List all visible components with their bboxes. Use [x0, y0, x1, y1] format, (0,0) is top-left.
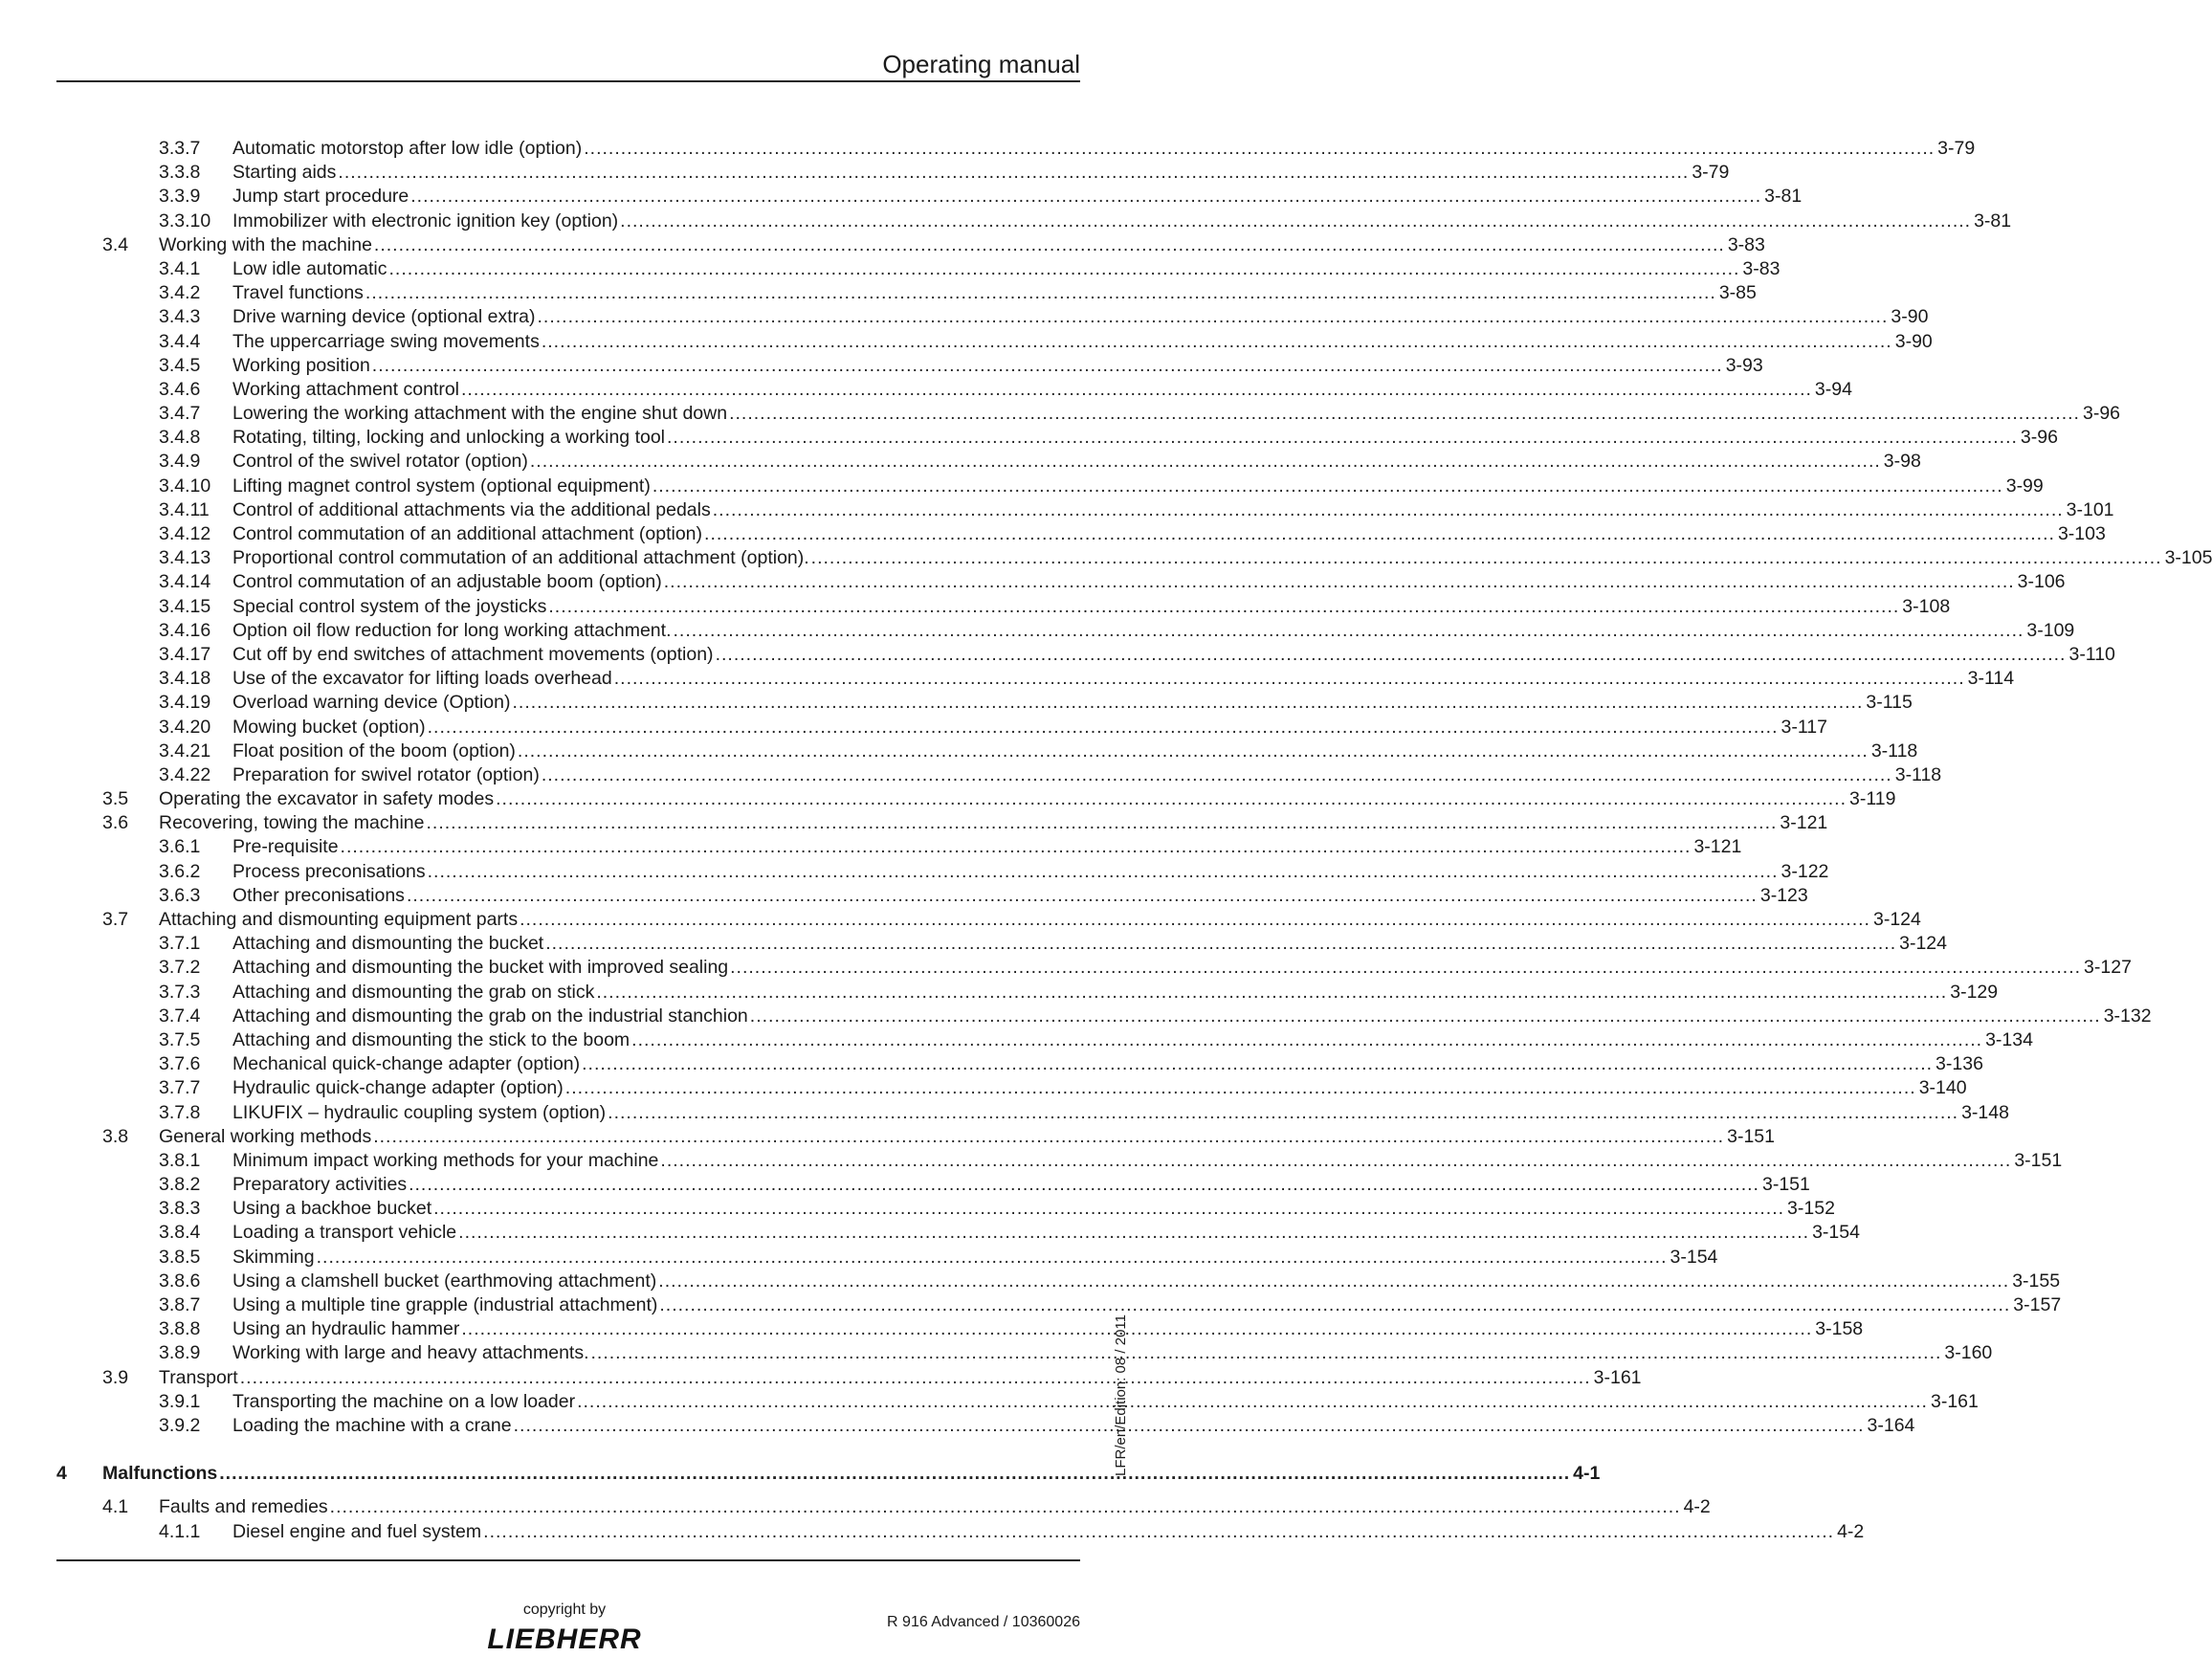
dot-leader: ............................................................................................................................................................................................................................	[517, 740, 1869, 762]
toc-page-number: 3-123	[1759, 884, 1808, 906]
toc-section-number: 4.1.1	[159, 1520, 201, 1542]
toc-section-title: Working position	[232, 354, 370, 376]
toc-page-number: 3-101	[2066, 498, 2114, 520]
toc-row[interactable]	[56, 1005, 2152, 1028]
toc-section-title: Mowing bucket (option)	[232, 716, 426, 738]
toc-section-number: 3.3.7	[159, 138, 201, 159]
toc-section-number: 3.4.9	[159, 451, 201, 473]
toc-row[interactable]	[56, 763, 1942, 787]
toc-row[interactable]	[56, 354, 1763, 378]
toc-row[interactable]	[56, 643, 2115, 667]
toc-section-title: Jump start procedure	[232, 186, 409, 208]
toc-page-number: 3-99	[2005, 475, 2044, 497]
toc-section-number: 3.7.5	[159, 1028, 201, 1050]
toc-section-number: 3.4.1	[159, 257, 201, 279]
toc-row[interactable]	[56, 1076, 1967, 1100]
toc-section-number: 4.1	[102, 1496, 129, 1518]
toc-page-number: 4-2	[1683, 1496, 1711, 1518]
toc-page-number: 3-121	[1780, 812, 1828, 834]
dot-leader: ............................................................................................................................................................................................................................	[652, 475, 2003, 497]
toc-page-number: 3-85	[1718, 282, 1757, 304]
toc-page-number: 3-79	[1937, 138, 1976, 159]
toc-section-title: Immobilizer with electronic ignition key (option)	[232, 210, 619, 232]
toc-row[interactable]	[56, 137, 1976, 161]
toc-section-number: 3.7.4	[159, 1005, 201, 1027]
toc-section-title: Attaching and dismounting equipment parts	[159, 909, 519, 930]
logo-text: LIEBHERR	[487, 1624, 642, 1655]
toc-section-title: Travel functions	[232, 282, 364, 304]
dot-leader: ............................................................................................................................................................................................................................	[537, 306, 1889, 328]
toc-section-number: 3.4.3	[159, 306, 201, 328]
toc-section-title: LIKUFIX – hydraulic coupling system (option)	[232, 1101, 607, 1123]
toc-section-title: Loading a transport vehicle	[232, 1222, 457, 1244]
toc-section-title: Diesel engine and fuel system	[232, 1520, 482, 1542]
toc-section-number: 3.4.2	[159, 282, 201, 304]
toc-row[interactable]	[56, 1173, 1810, 1197]
dot-leader: ............................................................................................................................................................................................................................	[371, 354, 1723, 376]
dot-leader: ............................................................................................................................................................................................................................	[577, 1390, 1928, 1412]
toc-page-number: 3-121	[1693, 836, 1742, 858]
toc-section-number: 3.4.16	[159, 619, 211, 641]
toc-page-number: 3-81	[1764, 186, 1803, 208]
toc-row[interactable]	[56, 884, 1808, 908]
toc-section-number: 3.9.1	[159, 1390, 201, 1412]
toc-page-number: 3-154	[1812, 1222, 1860, 1244]
toc-row[interactable]	[56, 210, 2012, 233]
dot-leader: ............................................................................................................................................................................................................................	[541, 763, 1892, 785]
toc-section-title: Control of the swivel rotator (option)	[232, 451, 528, 473]
toc-page-number: 3-114	[1967, 668, 2015, 690]
toc-row[interactable]	[56, 619, 2075, 643]
toc-section-title: Hydraulic quick-change adapter (option)	[232, 1077, 564, 1099]
toc-section-number: 3.8.7	[159, 1294, 201, 1315]
dot-leader: ............................................................................................................................................................................................................................	[749, 1005, 2101, 1027]
dot-leader: ............................................................................................................................................................................................................................	[704, 523, 2055, 544]
toc-section-title: Using a backhoe bucket	[232, 1198, 432, 1220]
toc-section-number: 3.7.8	[159, 1101, 201, 1123]
dot-leader: ............................................................................................................................................................................................................................	[461, 378, 1812, 400]
toc-row[interactable]	[56, 378, 1852, 402]
toc-section-number: 3.6.3	[159, 884, 201, 906]
toc-section-number: 3.4.22	[159, 763, 211, 785]
toc-section-title: Float position of the boom (option)	[232, 740, 516, 762]
toc-section-number: 3.4.19	[159, 692, 211, 714]
dot-leader: ............................................................................................................................................................................................................................	[596, 981, 1948, 1003]
toc-row[interactable]	[56, 185, 1803, 209]
dot-leader: ............................................................................................................................................................................................................................	[608, 1101, 1959, 1123]
toc-section-title: Malfunctions	[102, 1463, 218, 1485]
toc-page-number: 3-136	[1936, 1053, 1983, 1075]
toc-page-number: 3-127	[2084, 957, 2132, 979]
toc-row[interactable]	[56, 475, 2044, 498]
toc-row[interactable]	[56, 1366, 1642, 1390]
toc-section-number: 3.8.8	[159, 1318, 201, 1340]
toc-page-number: 3-118	[1894, 763, 1942, 785]
toc-page-number: 3-110	[2068, 643, 2115, 665]
toc-section-number: 3.3.10	[159, 210, 211, 232]
toc-section-number: 3.4.11	[159, 498, 210, 520]
toc-section-number: 3.5	[102, 788, 129, 810]
dot-leader: ............................................................................................................................................................................................................................	[483, 1520, 1835, 1542]
toc-section-number: 3.4.12	[159, 523, 211, 544]
toc-page-number: 3-103	[2057, 523, 2106, 544]
toc-page-number: 3-161	[1930, 1390, 1979, 1412]
dot-leader: ............................................................................................................................................................................................................................	[496, 788, 1847, 810]
toc-section-number: 3.4.21	[159, 740, 211, 762]
toc-section-number: 3.8.5	[159, 1246, 201, 1268]
dot-leader: ............................................................................................................................................................................................................................	[219, 1463, 1571, 1485]
dot-leader: ............................................................................................................................................................................................................................	[631, 1028, 1983, 1050]
toc-section-title: Option oil flow reduction for long working attachment.	[232, 619, 672, 641]
dot-leader: ............................................................................................................................................................................................................................	[582, 1053, 1934, 1075]
toc-row[interactable]	[56, 740, 1918, 763]
toc-row[interactable]	[56, 1149, 2063, 1173]
dot-leader: ............................................................................................................................................................................................................................	[426, 812, 1778, 834]
toc-page-number: 3-154	[1670, 1246, 1718, 1268]
toc-row[interactable]	[56, 667, 2015, 691]
toc-page-number: 3-148	[1961, 1101, 2009, 1123]
dot-leader: ............................................................................................................................................................................................................................	[529, 451, 1881, 473]
toc-section-title: Cut off by end switches of attachment movements (option)	[232, 643, 714, 665]
toc-section-title: Control commutation of an adjustable boom (option)	[232, 571, 662, 593]
toc-page-number: 3-109	[2026, 619, 2075, 641]
toc-section-number: 3.3.9	[159, 186, 201, 208]
toc-section-title: Rotating, tilting, locking and unlocking a working tool	[232, 427, 666, 449]
toc-section-number: 3.9.2	[159, 1414, 201, 1436]
toc-section-title: Special control system of the joysticks	[232, 595, 547, 617]
toc-section-title: Attaching and dismounting the bucket	[232, 933, 544, 955]
toc-page-number: 3-151	[2014, 1149, 2063, 1171]
toc-section-number: 3.8.1	[159, 1149, 201, 1171]
dot-leader: ............................................................................................................................................................................................................................	[663, 571, 2015, 593]
toc-page-number: 3-134	[1985, 1028, 2033, 1050]
dot-leader: ............................................................................................................................................................................................................................	[667, 427, 2018, 449]
toc-page-number: 3-140	[1918, 1077, 1967, 1099]
toc-section-number: 3.7.3	[159, 981, 201, 1003]
toc-section-number: 3.4.6	[159, 378, 201, 400]
toc-page-number: 3-96	[2020, 427, 2058, 449]
toc-row[interactable]	[56, 1390, 1979, 1414]
toc-row[interactable]	[56, 450, 1921, 474]
toc-row[interactable]	[56, 595, 1951, 619]
toc-page-number: 3-98	[1883, 451, 1921, 473]
toc-section-title: Transporting the machine on a low loader	[232, 1390, 576, 1412]
toc-section-title: Working with the machine	[159, 233, 372, 255]
dot-leader: ............................................................................................................................................................................................................................	[410, 186, 1762, 208]
toc-page-number: 3-151	[1761, 1174, 1810, 1196]
toc-page-number: 3-93	[1725, 354, 1763, 376]
toc-section-number: 3.7.1	[159, 933, 201, 955]
toc-page-number: 3-132	[2103, 1005, 2152, 1027]
toc-row[interactable]	[56, 932, 1947, 956]
toc-row[interactable]	[56, 546, 2212, 570]
toc-page-number: 3-118	[1870, 740, 1918, 762]
dot-leader: ............................................................................................................................................................................................................................	[620, 210, 1972, 232]
dot-leader: ............................................................................................................................................................................................................................	[365, 282, 1716, 304]
toc-section-number: 3.6.2	[159, 860, 201, 882]
toc-page-number: 3-155	[2012, 1270, 2061, 1292]
toc-section-title: Process preconisations	[232, 860, 426, 882]
toc-section-title: Overload warning device (Option)	[232, 692, 511, 714]
toc-section-number: 3.4.17	[159, 643, 211, 665]
toc-section-title: Using an hydraulic hammer	[232, 1318, 460, 1340]
dot-leader: ............................................................................................................................................................................................................................	[338, 162, 1690, 184]
toc-row[interactable]	[56, 1520, 1865, 1544]
dot-leader: ............................................................................................................................................................................................................................	[590, 1342, 1942, 1364]
toc-row[interactable]	[56, 1197, 1835, 1221]
dot-leader: ............................................................................................................................................................................................................................	[520, 909, 1870, 930]
dot-leader: ............................................................................................................................................................................................................................	[388, 257, 1740, 279]
toc-row[interactable]	[56, 691, 1913, 715]
dot-leader: ............................................................................................................................................................................................................................	[712, 498, 2064, 520]
toc-section-title: Lifting magnet control system (optional equipment)	[232, 475, 651, 497]
dot-leader: ............................................................................................................................................................................................................................	[458, 1222, 1810, 1244]
toc-section-number: 3.8.2	[159, 1174, 201, 1196]
footer-divider	[56, 1559, 1080, 1561]
toc-section-title: Automatic motorstop after low idle (option)	[232, 138, 583, 159]
dot-leader: ............................................................................................................................................................................................................................	[406, 884, 1758, 906]
toc-row[interactable]	[56, 787, 1896, 811]
dot-leader: ............................................................................................................................................................................................................................	[329, 1496, 1681, 1518]
toc-chapter-row[interactable]	[56, 1462, 1601, 1486]
toc-section-title: Minimum impact working methods for your machine	[232, 1149, 659, 1171]
toc-section-number: 3.7.6	[159, 1053, 201, 1075]
toc-section-title: Attaching and dismounting the grab on the industrial stanchion	[232, 1005, 748, 1027]
dot-leader: ............................................................................................................................................................................................................................	[729, 403, 2080, 425]
toc-row[interactable]	[56, 570, 2066, 594]
toc-section-number: 3.4.7	[159, 403, 201, 425]
toc-section-title: General working methods	[159, 1125, 372, 1147]
toc-section-title: Proportional control commutation of an additional attachment (option).	[232, 547, 809, 569]
dot-leader: ............................................................................................................................................................................................................................	[658, 1270, 2010, 1292]
toc-section-number: 3.4.4	[159, 330, 201, 352]
toc-section-title: Pre-requisite	[232, 836, 339, 858]
liebherr-logo	[469, 1624, 660, 1654]
toc-row[interactable]	[56, 257, 1781, 281]
dot-leader: ............................................................................................................................................................................................................................	[715, 643, 2067, 665]
toc-page-number: 3-96	[2082, 403, 2121, 425]
dot-leader: ............................................................................................................................................................................................................................	[433, 1198, 1785, 1220]
dot-leader: ............................................................................................................................................................................................................................	[584, 138, 1936, 159]
dot-leader: ............................................................................................................................................................................................................................	[548, 595, 1900, 617]
toc-row[interactable]	[56, 281, 1757, 305]
toc-section-title: Starting aids	[232, 162, 337, 184]
toc-page-number: 3-106	[2017, 571, 2066, 593]
toc-section-title: Operating the excavator in safety modes	[159, 788, 495, 810]
toc-section-title: Working attachment control	[232, 378, 459, 400]
toc-section-number: 3.8.4	[159, 1222, 201, 1244]
toc-page-number: 3-129	[1950, 981, 1999, 1003]
dot-leader: ............................................................................................................................................................................................................................	[373, 233, 1725, 255]
dot-leader: ............................................................................................................................................................................................................................	[660, 1149, 2012, 1171]
dot-leader: ............................................................................................................................................................................................................................	[427, 860, 1779, 882]
dot-leader: ............................................................................................................................................................................................................................	[613, 668, 1965, 690]
dot-leader: ............................................................................................................................................................................................................................	[373, 1125, 1725, 1147]
toc-page-number: 3-90	[1894, 330, 1933, 352]
toc-section-title: Preparation for swivel rotator (option)	[232, 763, 540, 785]
toc-page-number: 4-1	[1573, 1463, 1601, 1485]
toc-row[interactable]	[56, 402, 2121, 426]
toc-row[interactable]	[56, 1414, 1915, 1438]
toc-page-number: 3-90	[1891, 306, 1929, 328]
toc-section-title: Using a clamshell bucket (earthmoving attachment)	[232, 1270, 657, 1292]
toc-section-title: Attaching and dismounting the bucket with improved sealing	[232, 957, 729, 979]
toc-section-number: 3.7	[102, 909, 129, 930]
toc-page-number: 3-94	[1814, 378, 1852, 400]
toc-page-number: 3-115	[1866, 692, 1913, 714]
toc-row[interactable]	[56, 1495, 1711, 1519]
dot-leader: ............................................................................................................................................................................................................................	[810, 547, 2162, 569]
toc-row[interactable]	[56, 522, 2106, 546]
dot-leader: ............................................................................................................................................................................................................................	[427, 716, 1779, 738]
toc-row[interactable]	[56, 305, 1929, 329]
toc-page-number: 4-2	[1837, 1520, 1865, 1542]
dot-leader: ............................................................................................................................................................................................................................	[316, 1246, 1668, 1268]
toc-section-title: Transport	[159, 1366, 238, 1388]
toc-row[interactable]	[56, 860, 1829, 884]
toc-section-title: Lowering the working attachment with the engine shut down	[232, 403, 728, 425]
toc-page-number: 3-157	[2013, 1294, 2062, 1315]
toc-page-number: 3-83	[1742, 257, 1781, 279]
dot-leader: ............................................................................................................................................................................................................................	[730, 957, 2082, 979]
toc-section-title: Attaching and dismounting the grab on stick	[232, 981, 595, 1003]
toc-page-number: 3-119	[1849, 788, 1896, 810]
toc-row[interactable]	[56, 716, 1827, 740]
toc-section-number: 3.7.7	[159, 1077, 201, 1099]
toc-section-number: 3.3.8	[159, 162, 201, 184]
dot-leader: ............................................................................................................................................................................................................................	[340, 836, 1692, 858]
toc-page-number: 3-79	[1692, 162, 1730, 184]
toc-section-number: 3.4.10	[159, 475, 211, 497]
toc-section-title: Use of the excavator for lifting loads overhead	[232, 668, 612, 690]
header-divider	[56, 80, 1080, 82]
toc-section-number: 3.6.1	[159, 836, 201, 858]
dot-leader: ............................................................................................................................................................................................................................	[564, 1077, 1916, 1099]
chapter-spacer	[56, 1486, 1080, 1495]
toc-row[interactable]	[56, 1028, 2033, 1052]
toc-row[interactable]	[56, 161, 1730, 185]
toc-row[interactable]	[56, 1341, 1993, 1365]
document-title: Operating manual	[882, 50, 1080, 78]
toc-section-title: Control commutation of an additional attachment (option)	[232, 523, 703, 544]
toc-section-title: Attaching and dismounting the stick to the boom	[232, 1028, 630, 1050]
dot-leader: ............................................................................................................................................................................................................................	[513, 1414, 1865, 1436]
toc-row[interactable]	[56, 1317, 1864, 1341]
toc-row[interactable]	[56, 1221, 1860, 1245]
toc-row[interactable]	[56, 981, 1999, 1005]
toc-row[interactable]	[56, 835, 1742, 859]
toc-page-number: 3-83	[1727, 233, 1765, 255]
dot-leader: ............................................................................................................................................................................................................................	[673, 619, 2024, 641]
toc-section-title: Using a multiple tine grapple (industrial attachment)	[232, 1294, 658, 1315]
toc-page-number: 3-124	[1899, 933, 1947, 955]
toc-section-title: Mechanical quick-change adapter (option)	[232, 1053, 581, 1075]
toc-section-number: 3.4.15	[159, 595, 211, 617]
toc-section-title: Other preconisations	[232, 884, 405, 906]
toc-row[interactable]	[56, 1270, 2061, 1293]
toc-page-number: 3-160	[1944, 1342, 1993, 1364]
toc-row[interactable]	[56, 1246, 1718, 1270]
toc-row[interactable]	[56, 908, 1921, 932]
toc-section-number: 3.8.3	[159, 1198, 201, 1220]
toc-section-title: Recovering, towing the machine	[159, 812, 425, 834]
toc-section-number: 3.8.9	[159, 1342, 201, 1364]
dot-leader: ............................................................................................................................................................................................................................	[461, 1318, 1813, 1340]
toc-section-title: Loading the machine with a crane	[232, 1414, 512, 1436]
toc-section-title: Working with large and heavy attachments.	[232, 1342, 589, 1364]
toc-row[interactable]	[56, 1125, 1775, 1149]
toc-page-number: 3-117	[1781, 716, 1827, 738]
toc-row[interactable]	[56, 811, 1828, 835]
toc-page-number: 3-122	[1781, 860, 1829, 882]
edition-note: LFR/en/Edition: 08 / 2011	[1113, 1314, 1129, 1476]
dot-leader: ............................................................................................................................................................................................................................	[239, 1366, 1591, 1388]
toc-page-number: 3-152	[1787, 1198, 1835, 1220]
toc-section-number: 3.4.18	[159, 668, 211, 690]
toc-section-number: 3.4	[102, 233, 129, 255]
toc-page-number: 3-158	[1815, 1318, 1864, 1340]
toc-section-number: 3.4.5	[159, 354, 201, 376]
toc-section-number: 3.4.13	[159, 547, 211, 569]
toc-section-number: 3.8	[102, 1125, 129, 1147]
toc-section-number: 3.6	[102, 812, 129, 834]
dot-leader: ............................................................................................................................................................................................................................	[659, 1294, 2011, 1315]
toc-page-number: 3-161	[1593, 1366, 1642, 1388]
dot-leader: ............................................................................................................................................................................................................................	[409, 1174, 1759, 1196]
toc-section-title: Faults and remedies	[159, 1496, 328, 1518]
toc-row[interactable]	[56, 1052, 1983, 1076]
toc-page-number: 3-108	[1902, 595, 1951, 617]
document-reference: R 916 Advanced / 10360026	[887, 1614, 1080, 1630]
toc-section-title: The uppercarriage swing movements	[232, 330, 540, 352]
dot-leader: ............................................................................................................................................................................................................................	[545, 933, 1897, 955]
toc-section-number: 3.9	[102, 1366, 129, 1388]
toc-row[interactable]	[56, 330, 1933, 354]
toc-section-number: 3.8.6	[159, 1270, 201, 1292]
toc-section-title: Skimming	[232, 1246, 315, 1268]
toc-row[interactable]	[56, 1101, 2009, 1125]
toc-page-number: 3-105	[2164, 547, 2212, 569]
copyright-text: copyright by	[522, 1602, 607, 1618]
toc-page-number: 3-151	[1727, 1125, 1775, 1147]
toc-row[interactable]	[56, 233, 1765, 257]
toc-page-number: 3-81	[1974, 210, 2012, 232]
dot-leader: ............................................................................................................................................................................................................................	[512, 692, 1864, 714]
toc-page-number: 3-164	[1867, 1414, 1915, 1436]
toc-section-number: 4	[56, 1463, 67, 1485]
toc-row[interactable]	[56, 426, 2058, 450]
toc-section-title: Low idle automatic	[232, 257, 387, 279]
toc-section-number: 3.4.20	[159, 716, 211, 738]
toc-section-title: Control of additional attachments via the additional pedals	[232, 498, 711, 520]
toc-section-title: Preparatory activities	[232, 1174, 408, 1196]
toc-row[interactable]	[56, 1293, 2062, 1317]
toc-section-number: 3.7.2	[159, 957, 201, 979]
toc-page-number: 3-124	[1872, 909, 1921, 930]
toc-row[interactable]	[56, 956, 2132, 980]
toc-row[interactable]	[56, 498, 2114, 522]
toc-section-number: 3.4.8	[159, 427, 201, 449]
dot-leader: ............................................................................................................................................................................................................................	[541, 330, 1892, 352]
toc-section-number: 3.4.14	[159, 571, 211, 593]
toc-section-title: Drive warning device (optional extra)	[232, 306, 536, 328]
chapter-spacer	[56, 1438, 1080, 1462]
